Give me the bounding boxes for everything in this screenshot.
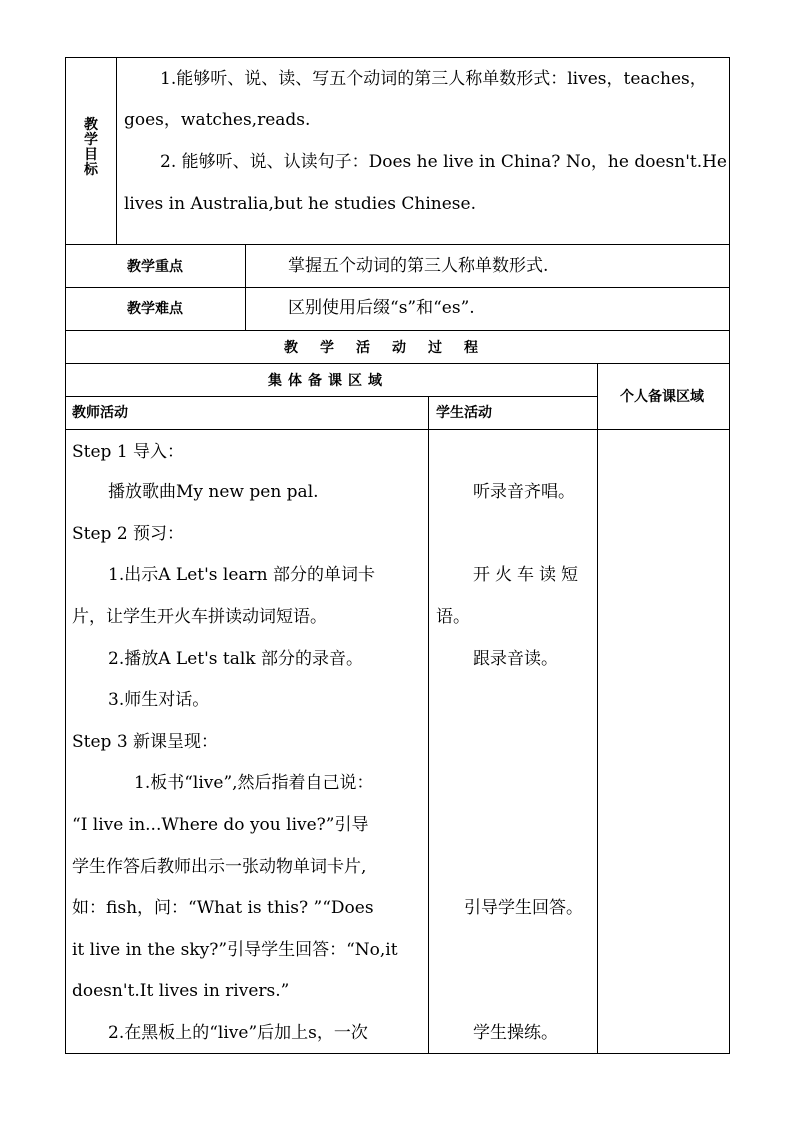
key-points-text: 掌握五个动词的第三人称单数形式. (288, 256, 549, 276)
teacher-line: 2.在黑板上的“live”后加上s，一次 (108, 1023, 368, 1043)
difficulties-text: 区别使用后缀“s”和“es”. (288, 298, 475, 318)
teacher-line: Step 1 导入： (72, 442, 185, 462)
teacher-line: 2.播放A Let's talk 部分的录音。 (108, 649, 363, 669)
personal-header: 个人备课区域 (620, 389, 704, 405)
teacher-line: 3.师生对话。 (108, 690, 210, 710)
objective-line: goes，watches,reads. (124, 110, 311, 130)
objective-line: 1.能够听、说、读、写五个动词的第三人称单数形式：lives，teaches， (160, 69, 707, 89)
difficulties-label: 教学难点 (127, 301, 183, 317)
teacher-line: doesn't.It lives in rivers.” (72, 981, 290, 1001)
objective-line: lives in Australia,but he studies Chinese. (124, 194, 476, 214)
teacher-line: 1.板书“live”,然后指着自己说： (134, 773, 374, 793)
student-header: 学生活动 (436, 405, 492, 421)
teacher-line: Step 3 新课呈现： (72, 732, 219, 752)
teacher-line: 播放歌曲My new pen pal. (108, 482, 319, 502)
teacher-line: 片，让学生开火车拼读动词短语。 (72, 607, 327, 627)
teacher-line: “I live in...Where do you live?”引导 (72, 815, 369, 835)
teacher-line: 学生作答后教师出示一张动物单词卡片, (72, 857, 367, 877)
student-line: 跟录音读。 (473, 649, 558, 669)
teacher-header: 教师活动 (72, 405, 128, 421)
collective-header: 集体备课区域 (268, 373, 388, 389)
teacher-line: it live in the sky?”引导学生回答：“No,it (72, 940, 398, 960)
teacher-line: 如：fish，问：“What is this? ”“Does (72, 898, 374, 918)
student-line: 听录音齐唱。 (473, 482, 575, 502)
student-line: 语。 (436, 607, 470, 627)
student-line: 开火车读短 (473, 565, 583, 585)
key-points-label: 教学重点 (127, 259, 183, 275)
objectives-label: 教学目标 (84, 117, 98, 178)
student-line: 学生操练。 (473, 1023, 558, 1043)
teacher-line: Step 2 预习： (72, 524, 185, 544)
process-header: 教学活动过程 (284, 340, 500, 356)
student-line: 引导学生回答。 (464, 898, 583, 918)
teacher-line: 1.出示A Let's learn 部分的单词卡 (108, 565, 375, 585)
objective-line: 2. 能够听、说、认读句子：Does he live in China? No，he doesn't.He (160, 152, 727, 172)
